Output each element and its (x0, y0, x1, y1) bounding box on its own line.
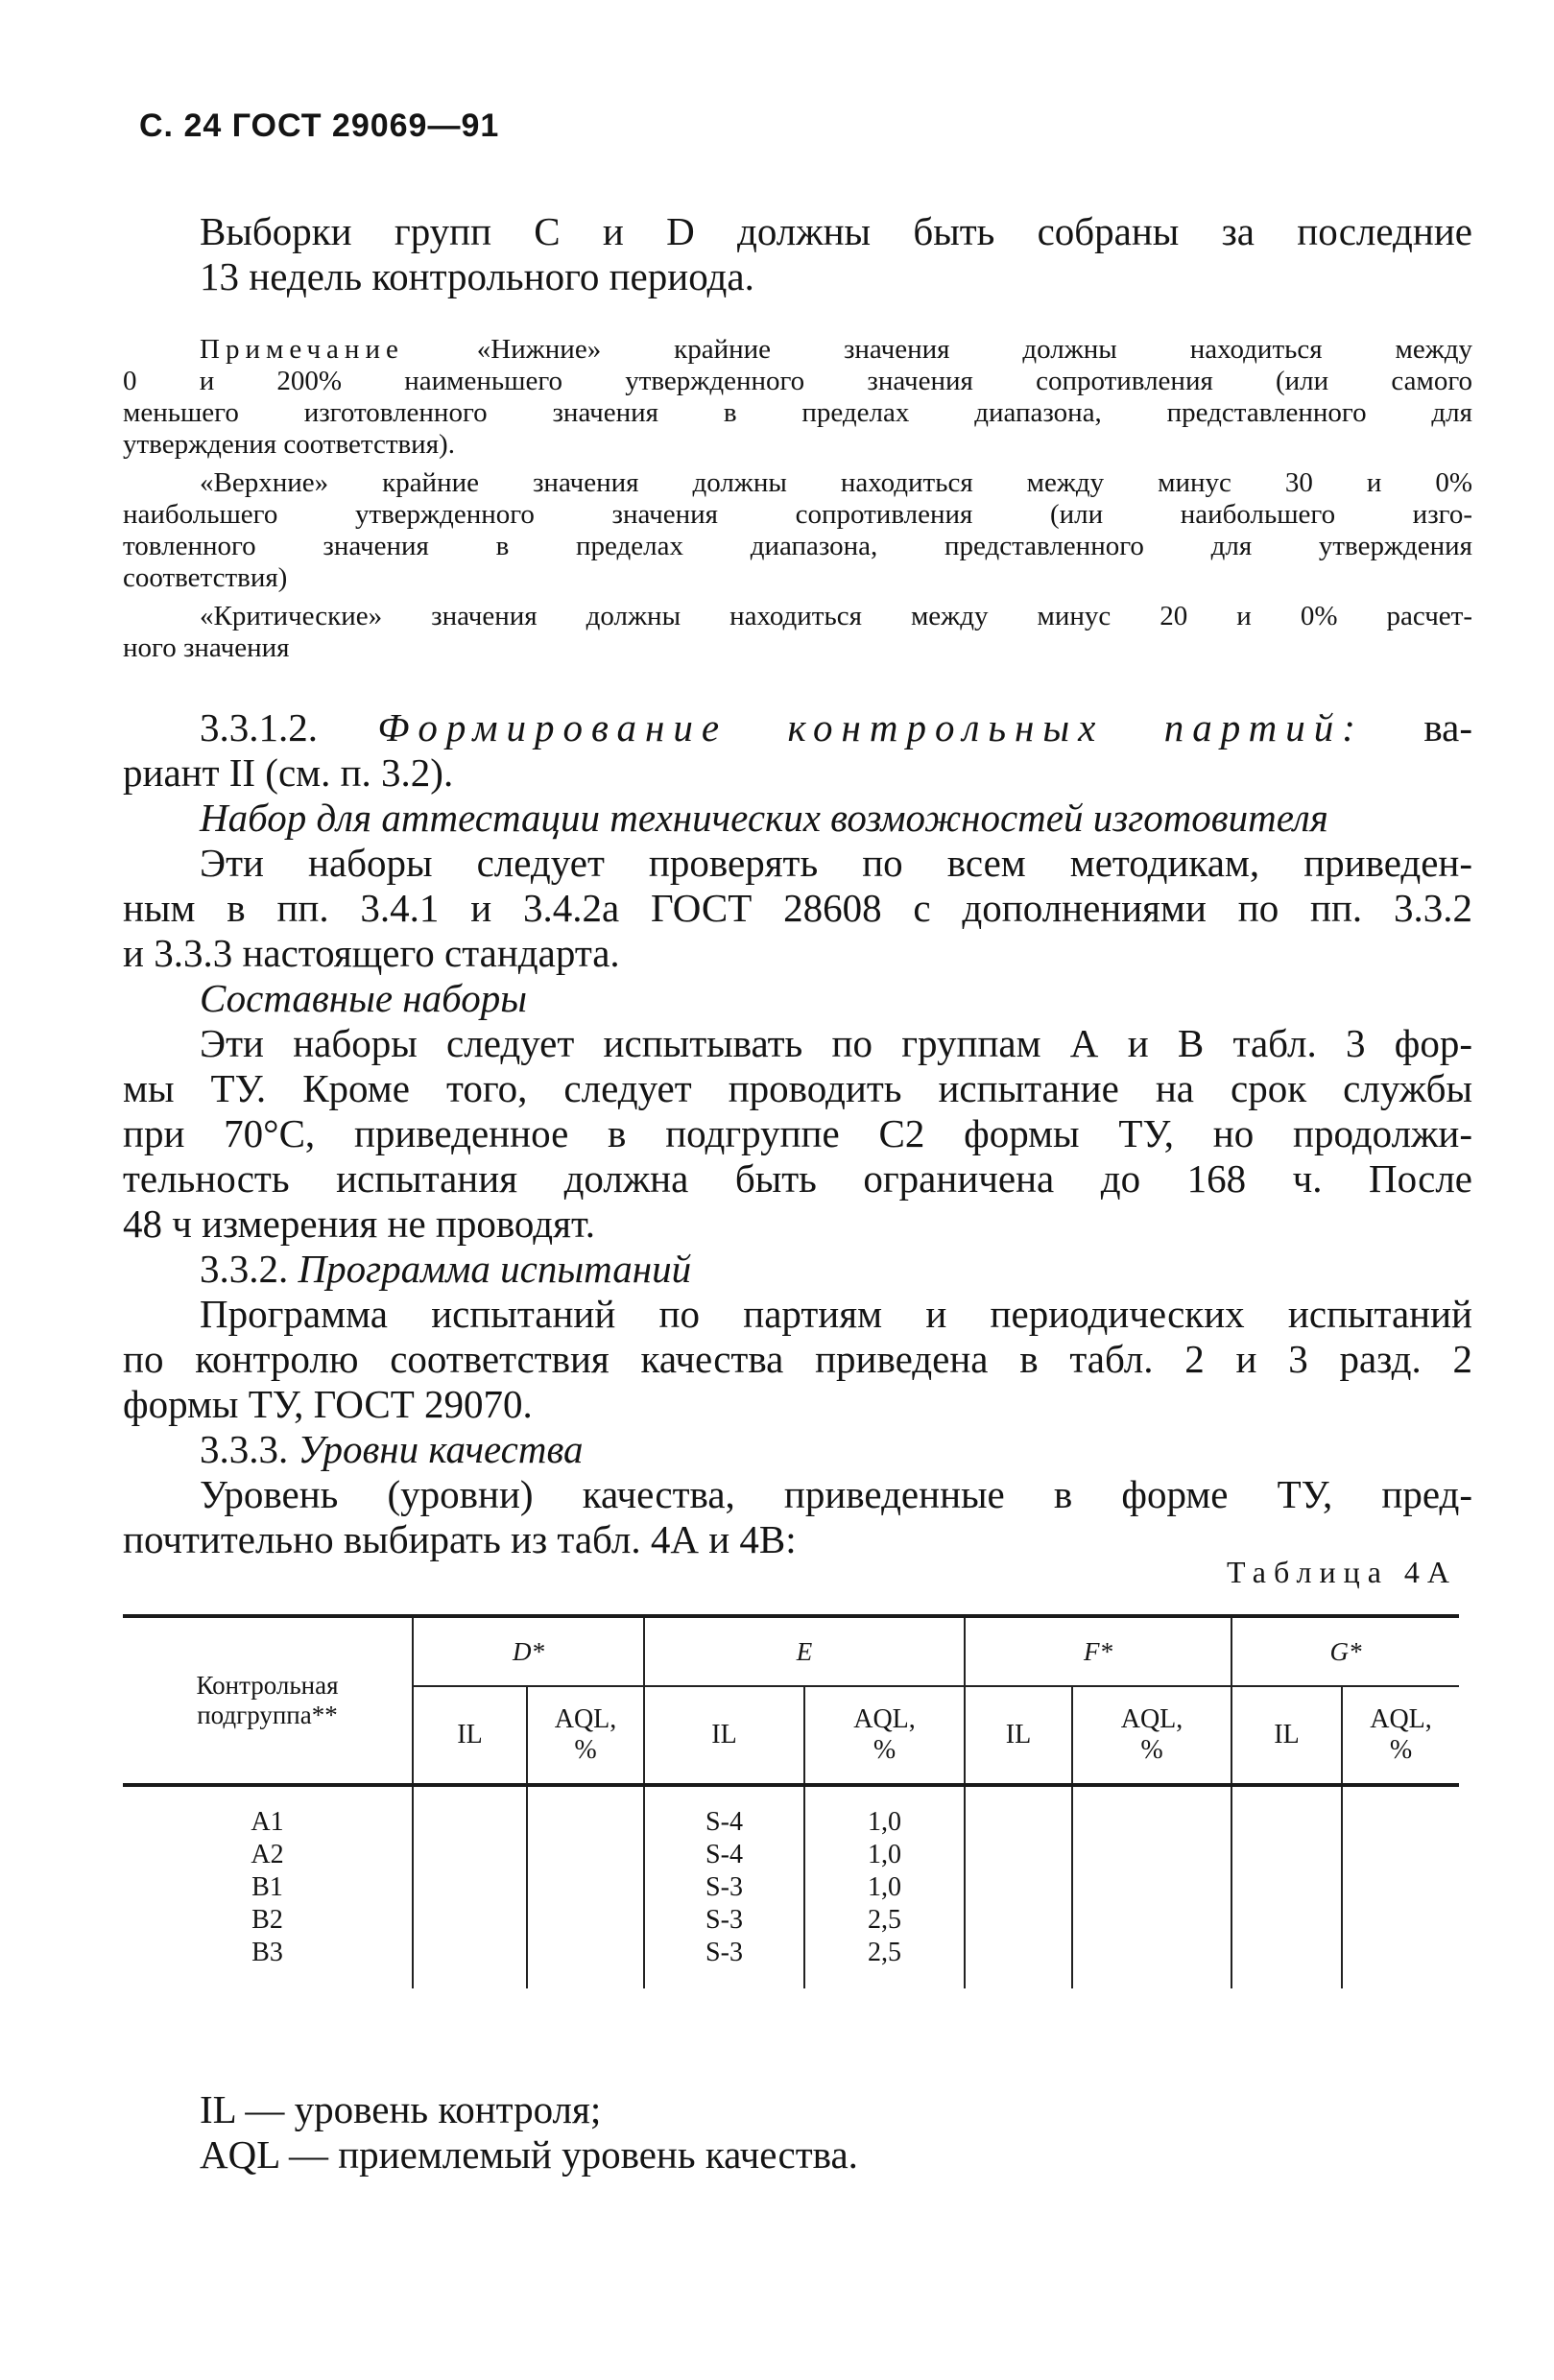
body-line: ным в пп. 3.4.1 и 3.4.2а ГОСТ 28608 с дополнениями по пп. 3.3.2 (123, 886, 1472, 930)
section-332-title: 3.3.2. Программа испытаний (200, 1247, 692, 1291)
body-line: риант II (см. п. 3.2). (123, 750, 454, 795)
group-header-d: D* (413, 1616, 644, 1686)
body-line: почтительно выбирать из табл. 4А и 4В: (123, 1517, 797, 1561)
paragraph-samples-line2: 13 недель контрольного периода. (200, 254, 754, 298)
note-line: утверждения соответствия). (123, 429, 455, 460)
table-caption: Таблица 4А (1227, 1555, 1457, 1589)
subheading: Набор для аттестации технических возможностей изготовителя (200, 796, 1328, 840)
body-line: Уровень (уровни) качества, приведенные в форме ТУ, пред- (200, 1472, 1472, 1516)
body-line: по контролю соответствия качества приведена в табл. 2 и 3 разд. 2 (123, 1337, 1472, 1381)
note-line: «Верхние» крайние значения должны находиться между минус 30 и 0% (200, 467, 1472, 498)
legend-il: IL — уровень контроля; (200, 2087, 602, 2131)
table-cell (1072, 1785, 1231, 1988)
body-line: Эти наборы следует испытывать по группам А и В табл. 3 фор- (200, 1021, 1472, 1065)
note-line: Примечание «Нижние» крайние значения должны находиться между (200, 334, 1472, 365)
note-line: ного значения (123, 632, 290, 663)
body-line: 48 ч измерения не проводят. (123, 1202, 596, 1246)
il-cell: S-4 S-4 S-3 S-3 S-3 (644, 1785, 804, 1988)
body-line: тельность испытания должна быть ограничена до 168 ч. После (123, 1156, 1472, 1201)
body-line: мы ТУ. Кроме того, следует проводить испытание на срок службы (123, 1066, 1472, 1110)
column-header-il: IL (1231, 1686, 1342, 1785)
table-cell (1231, 1785, 1342, 1988)
subheading: Составные наборы (200, 976, 527, 1020)
column-header-il: IL (413, 1686, 527, 1785)
body-line: Программа испытаний по партиям и периодических испытаний (200, 1292, 1472, 1336)
legend-aql: AQL — приемлемый уровень качества. (200, 2132, 858, 2177)
column-header-aql: AQL, % (804, 1686, 965, 1785)
body-line: и 3.3.3 настоящего стандарта. (123, 931, 620, 975)
note-line: 0 и 200% наименьшего утвержденного значения сопротивления (или самого (123, 366, 1472, 396)
table-cell (413, 1785, 527, 1988)
subgroup-cell: A1 A2 B1 B2 B3 (251, 1807, 284, 1967)
column-header-aql: AQL, % (1072, 1686, 1231, 1785)
body-line: формы ТУ, ГОСТ 29070. (123, 1382, 533, 1426)
column-header-subgroup: Контрольная подгруппа** (123, 1616, 413, 1785)
body-line: при 70°С, приведенное в подгруппе С2 формы ТУ, но продолжи- (123, 1111, 1472, 1155)
aql-cell: 1,0 1,0 1,0 2,5 2,5 (804, 1785, 965, 1988)
body-line: Эти наборы следует проверять по всем методикам, приведен- (200, 841, 1472, 885)
table-cell (1342, 1785, 1459, 1988)
page-header: С. 24 ГОСТ 29069—91 (139, 107, 500, 144)
section-333-title: 3.3.3. Уровни качества (200, 1427, 584, 1471)
column-header-aql: AQL, % (527, 1686, 644, 1785)
group-header-g: G* (1231, 1616, 1459, 1686)
note-label: Примечание (200, 334, 404, 365)
table-cell (965, 1785, 1072, 1988)
note-line: товленного значения в пределах диапазона, представленного для утверждения (123, 531, 1472, 561)
column-header-il: IL (965, 1686, 1072, 1785)
note-line: соответствия) (123, 562, 288, 593)
group-header-e: E (644, 1616, 965, 1686)
table-4a (123, 1614, 1459, 1988)
column-header-aql: AQL, % (1342, 1686, 1459, 1785)
section-3312-title-line: 3.3.1.2. Формирование контрольных партий: ва- (200, 705, 1473, 750)
note-line: наибольшего утвержденного значения сопротивления (или наибольшего изго- (123, 499, 1472, 530)
note-line: меньшего изготовленного значения в пределах диапазона, представленного для (123, 397, 1472, 428)
group-header-f: F* (965, 1616, 1231, 1686)
table-cell (527, 1785, 644, 1988)
paragraph-samples-line1: Выборки групп С и D должны быть собраны за последние (200, 209, 1472, 253)
note-line: «Критические» значения должны находиться между минус 20 и 0% расчет- (200, 601, 1472, 631)
column-header-il: IL (644, 1686, 804, 1785)
